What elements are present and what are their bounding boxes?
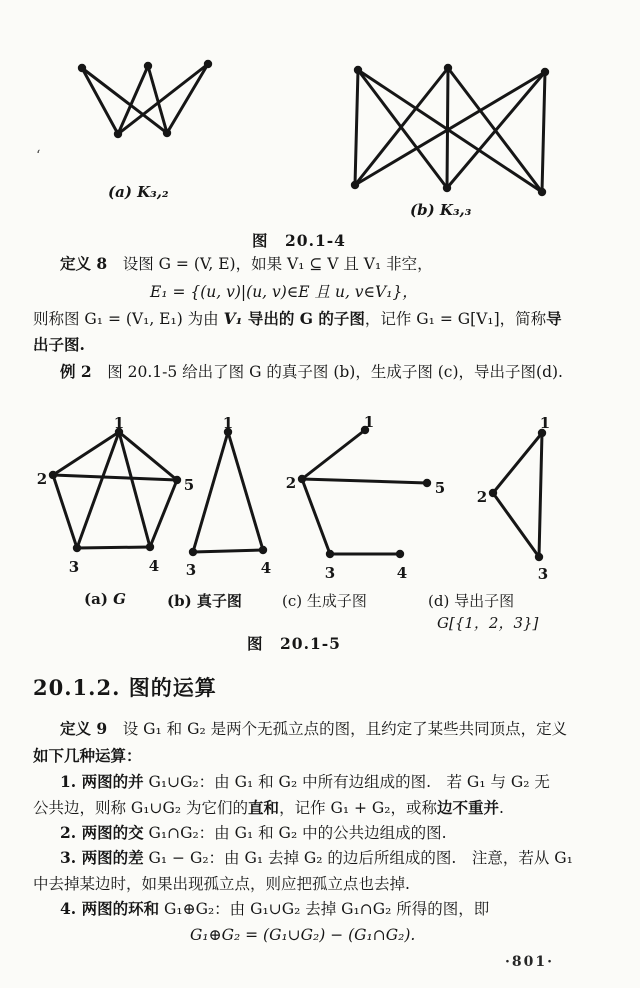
graph-edge [447,72,545,188]
graph-edge [193,550,263,552]
graph-edge [119,432,150,547]
graph-edge [542,72,545,192]
graph-g-label: (a) G [84,590,126,608]
graph-vertex [298,475,306,483]
graph-vertex [443,184,451,192]
graph-edge [193,432,228,552]
graph-edge [77,547,150,548]
graph-vertex-label: 3 [324,564,336,582]
graph-k32-label: (a) K₃,₂ [108,183,169,201]
graph-edge [302,430,365,479]
definition8-formula: E₁ = {(u, v)|(u, v)∈E 且 u, v∈V₁}， [150,283,418,301]
graph-vertex [73,544,81,552]
graph-k32 [58,52,228,147]
graph-vertex-label: 3 [68,558,80,576]
graph-vertex [146,543,154,551]
graph-proper-subgraph-label: (b) 真子图 [167,592,242,610]
graph-edge [82,68,167,133]
scan-artifact-mark: ʻ [36,148,41,164]
graph-edge [355,72,545,185]
graph-vertex-label: 2 [285,474,297,492]
graph-edge [539,433,542,557]
graph-vertex [114,130,122,138]
graph-vertex [189,548,197,556]
graph-vertex [163,129,171,137]
graph-vertex-label: 2 [476,488,488,506]
graph-vertex-label: 4 [148,557,160,575]
graph-edge [53,475,177,480]
graph-vertex-label: 5 [183,476,195,494]
graph-edge [355,70,358,185]
graph-edge [228,432,263,550]
definition8-line1: 定义 8 设图 G = (V, E)，如果 V₁ ⊆ V 且 V₁ 非空， [60,254,433,273]
graph-vertex-label: 1 [113,414,125,432]
graph-vertex [351,181,359,189]
operation-difference-line1: 3. 两图的差 G₁ − G₂：由 G₁ 去掉 G₂ 的边后所组成的图. 注意，若从 G₁ [60,848,573,867]
graph-spanning-subgraph [285,412,446,582]
graph-edge [77,432,119,548]
graph-vertex [326,550,334,558]
graph-vertex [444,64,452,72]
graph-vertex [78,64,86,72]
operation-ringsum-line: 4. 两图的环和 G₁⊕G₂：由 G₁∪G₂ 去掉 G₁∩G₂ 所得的图，即 [60,899,490,918]
graph-vertex [541,68,549,76]
graph-k33 [340,55,560,200]
graph-vertex-label: 1 [539,414,551,432]
section-heading: 20.1.2. 图的运算 [33,675,217,700]
graph-vertex-label: 3 [537,565,549,583]
graph-vertex [535,553,543,561]
graph-edge [53,475,77,548]
graph-vertex-label: 3 [185,561,197,579]
graph-vertex-label: 4 [260,559,272,577]
graph-vertex-label: 1 [363,413,375,431]
figure-20-1-5-caption: 图 20.1-5 [247,634,341,653]
graph-vertex [144,62,152,70]
graph-induced-subgraph-label: (d) 导出子图 [428,592,515,610]
graph-induced-subgraph [465,412,575,583]
graph-edge [167,64,208,133]
operation-union-line2: 公共边，则称 G₁∪G₂ 为它们的直和，记作 G₁ + G₂，或称边不重并. [33,798,504,817]
definition8-line2: 则称图 G₁ = (V₁, E₁) 为由 V₁ 导出的 G 的子图，记作 G₁ = G[V₁]，简称导 [33,309,562,328]
graph-edge [493,493,539,557]
graph-vertex [259,546,267,554]
graph-vertex-label: 1 [222,414,234,432]
operation-difference-line2: 中去掉某边时，如果出现孤立点，则应把孤立点也去掉. [33,875,410,893]
graph-vertex [354,66,362,74]
graph-edge [82,68,118,134]
ringsum-formula: G₁⊕G₂ = (G₁∪G₂) − (G₁∩G₂). [190,926,416,944]
graph-edge [302,479,427,483]
graph-vertex-label: 2 [36,470,48,488]
graph-proper-subgraph [185,412,280,579]
definition9-line2: 如下几种运算： [33,746,142,765]
graph-edge [493,433,542,493]
graph-vertex [396,550,404,558]
graph-edge [358,70,542,192]
graph-k33-label: (b) K₃,₃ [410,201,472,219]
operation-intersection-line: 2. 两图的交 G₁∩G₂：由 G₁ 和 G₂ 中的公共边组成的图. [60,823,447,842]
graph-vertex [538,188,546,196]
operation-union-line1: 1. 两图的并 G₁∪G₂：由 G₁ 和 G₂ 中所有边组成的图. 若 G₁ 与 G₂ 无 [60,772,550,791]
graph-edge [119,432,177,480]
graph-g [36,412,195,576]
page-number: ·801· [505,954,554,970]
graph-induced-subgraph-sublabel: G[{1，2，3}] [437,614,539,632]
graph-vertex-label: 4 [396,564,408,582]
definition8-label: 定义 8 [60,254,108,273]
definition8-line3: 出子图. [33,335,85,354]
graph-edge [150,480,177,547]
figure-20-1-4-caption: 图 20.1-4 [252,231,346,250]
graph-vertex [423,479,431,487]
example2-line: 例 2 图 20.1-5 给出了图 G 的真子图 (b)，生成子图 (c)，导出子图(d). [60,362,563,381]
definition9-line1: 定义 9 设 G₁ 和 G₂ 是两个无孤立点的图，且约定了某些共同顶点，定义 [60,719,568,738]
example2-label: 例 2 [60,362,92,381]
graph-vertex-label: 5 [434,479,446,497]
graph-spanning-subgraph-label: (c) 生成子图 [282,592,367,610]
graph-vertex [173,476,181,484]
graph-edge [53,432,119,475]
graph-vertex [204,60,212,68]
graph-vertex [489,489,497,497]
graph-edge [302,479,330,554]
graph-vertex [49,471,57,479]
definition9-label: 定义 9 [60,719,108,738]
graph-edge [447,68,448,188]
